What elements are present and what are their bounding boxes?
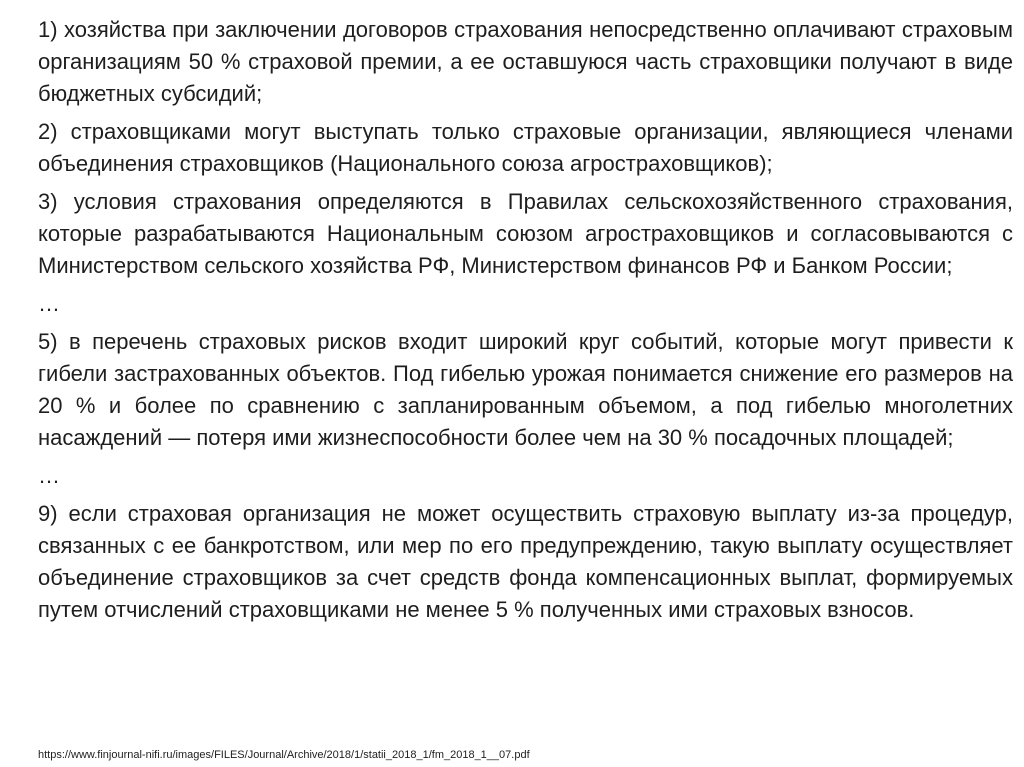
paragraph-item-9: 9) если страховая организация не может осуществить страховую выплату из-за процедур, связанных с ее банкротством, или мер по его предупреждению, такую выплату осуществляет объединение страховщиков за счет средств фонда компенсационных выплат, формируемых путем отчислений страховщиками не менее 5 % полученных ими страховых взносов. bbox=[38, 501, 1013, 622]
ellipsis-2: … bbox=[38, 463, 60, 488]
source-url: https://www.finjournal-nifi.ru/images/FILES/Journal/Archive/2018/1/statii_2018_1/fm_2018_1__07.pdf bbox=[38, 749, 530, 761]
paragraph-item-3: 3) условия страхования определяются в Правилах сельскохозяйственного страхования, которые разрабатываются Национальным союзом агростраховщиков и согласовываются с Министерством сельского хозяйства РФ, Министерством финансов РФ и Банком России; bbox=[38, 189, 1013, 278]
paragraph-item-2: 2) страховщиками могут выступать только страховые организации, являющиеся членами объединения страховщиков (Национального союза агростраховщиков); bbox=[38, 119, 1013, 176]
paragraph-item-1: 1) хозяйства при заключении договоров страхования непосредственно оплачивают страховым организациям 50 % страховой премии, а ее оставшуюся часть страховщики получают в виде бюджетных субсидий; bbox=[38, 17, 1013, 106]
paragraph-item-5: 5) в перечень страховых рисков входит широкий круг событий, которые могут привести к гибели застрахованных объектов. Под гибелью урожая понимается снижение его размеров на 20 % и более по сравнению с запланированным объемом, а под гибелью многолетних насаждений — потеря ими жизнеспособности более чем на 30 % посадочных площадей; bbox=[38, 329, 1013, 450]
slide-body bbox=[38, 14, 1013, 632]
ellipsis-1: … bbox=[38, 291, 60, 316]
